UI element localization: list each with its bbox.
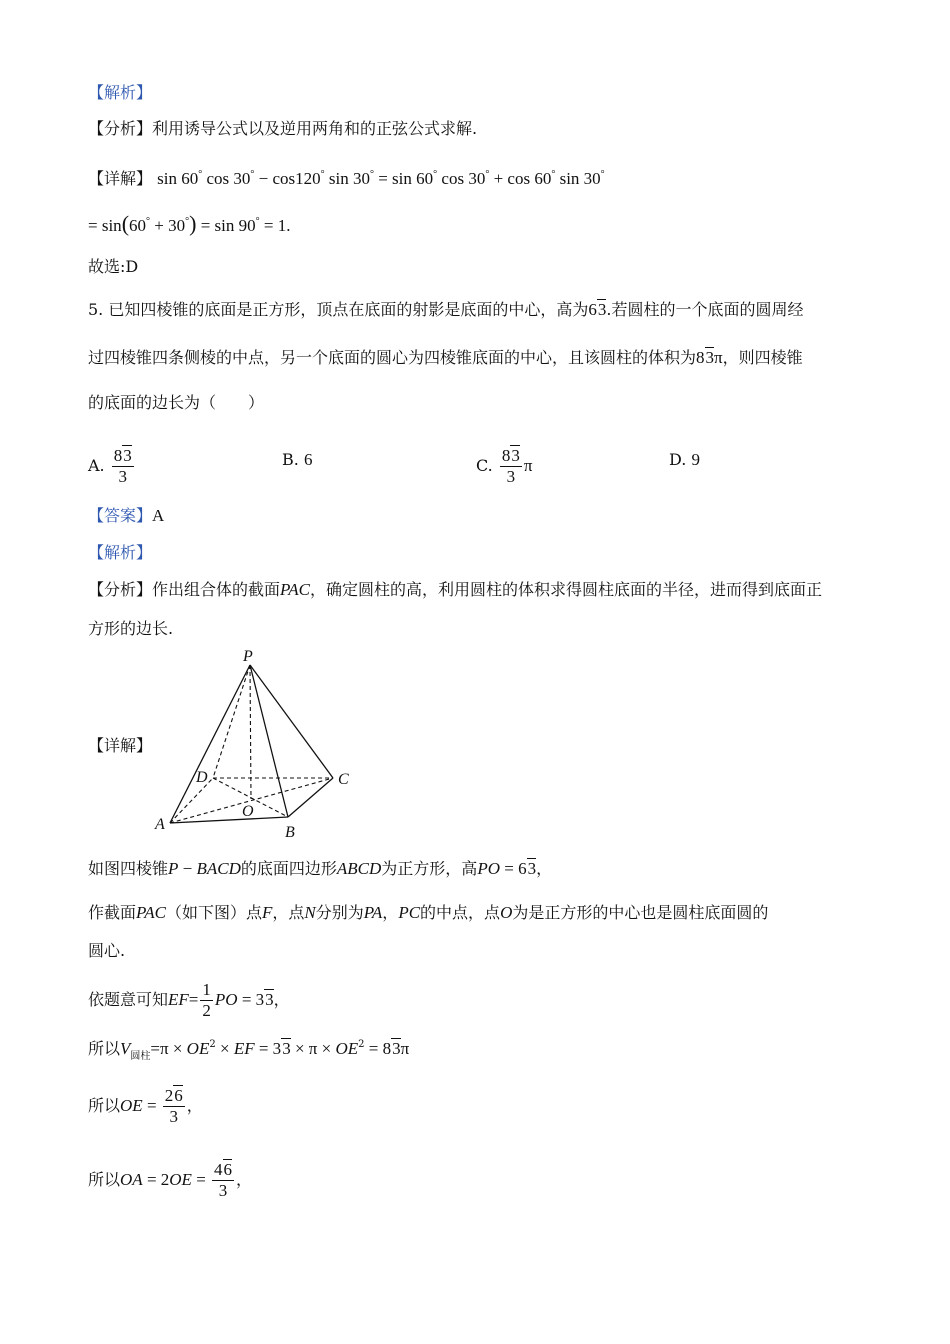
analysis-paragraph-2-line-2: 方形的边长. [88, 619, 174, 638]
detail-tag-2: 【详解】 [88, 736, 153, 755]
step-1: 如图四棱锥P − BACD的底面四边形ABCD为正方形，高PO = 63， [88, 859, 553, 878]
analysis-heading-2: 【解析】 [88, 543, 153, 562]
detail-tag: 【详解】 [88, 169, 153, 188]
question-5-line-3: 的底面的边长为（ ） [88, 393, 265, 412]
question-5-line-1: 5. 已知四棱锥的底面是正方形，顶点在底面的射影是底面的中心，高为63.若圆柱的一个底面的圆周经 [88, 300, 804, 319]
step-6: 所以OA = 2OE = $\frac{46}{3}$ ， [88, 1160, 253, 1200]
step-3: 依题意可知EF= $\frac{1}{2}$ PO = 33， [88, 980, 290, 1020]
label-o: O [242, 803, 254, 820]
label-d: D [196, 769, 208, 786]
analysis-tag: 【分析】 [88, 119, 153, 138]
option-a[interactable]: A. $\frac{83}{3}$ [88, 446, 132, 486]
label-c: C [338, 771, 349, 788]
formula-1: sin 60° cos 30° − cos120° sin 30° = sin 60° cos 30° + cos 60° sin 30° [157, 169, 605, 188]
option-d[interactable]: D. 9 [669, 450, 700, 469]
step-2-line-1: 作截面PAC（如下图）点F，点N分别为PA，PC的中点，点O为是正方形的中心也是圆柱底面圆的 [88, 903, 769, 922]
analysis-text: 利用诱导公式以及逆用两角和的正弦公式求解. [152, 119, 478, 138]
step-2-line-2: 圆心. [88, 941, 126, 960]
analysis-paragraph-1 [88, 118, 477, 140]
choice-1: 故选:D [88, 257, 139, 276]
pyramid-figure [150, 645, 365, 845]
analysis-heading-1: 【解析】 [88, 83, 153, 102]
label-b: B [285, 824, 295, 841]
answer-value: A [152, 506, 165, 525]
detail-formula-line-1 [88, 164, 605, 190]
option-c[interactable]: C. $\frac{83}{3}$ π [476, 446, 533, 486]
label-p: P [243, 648, 253, 665]
answer-line [88, 505, 164, 527]
detail-formula-line-2: = sin(60° + 30°) = sin 90° = 1. [88, 211, 291, 236]
label-a: A [155, 816, 165, 833]
analysis-paragraph-2-line-1: 【分析】作出组合体的截面PAC，确定圆柱的高，利用圆柱的体积求得圆柱底面的半径，进而得到底面正 [88, 580, 822, 599]
option-b[interactable]: B. 6 [282, 450, 313, 469]
step-5: 所以OE = $\frac{26}{3}$ ， [88, 1086, 203, 1126]
question-5-line-2: 过四棱锥四条侧棱的中点，另一个底面的圆心为四棱锥底面的中心，且该圆柱的体积为83π，则四棱锥 [88, 348, 803, 367]
step-4: 所以$V_{圆柱}=\pi \times OE^2$ × EF = $33 \times \pi \times OE^2 = 83\pi$ [88, 1039, 410, 1062]
answer-tag: 【答案】 [88, 506, 153, 525]
